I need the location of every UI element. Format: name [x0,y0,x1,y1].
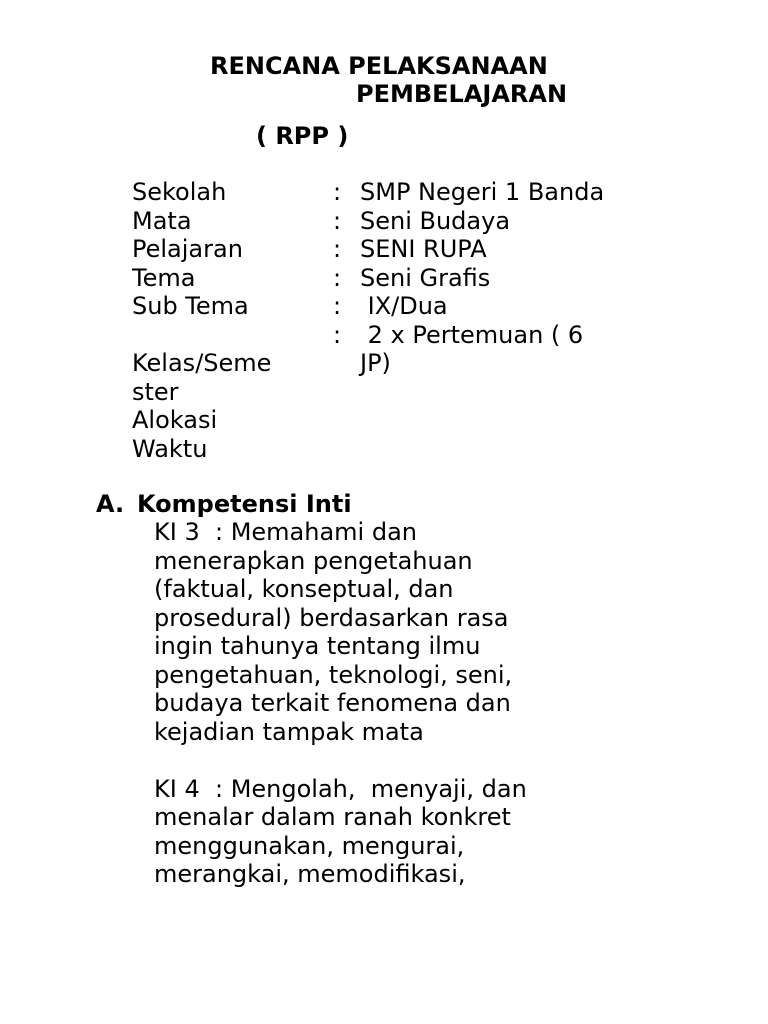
identity-value-alokasi-2: JP) [360,349,391,377]
identity-label-alokasi: Alokasi [132,406,218,434]
identity-colon: : [333,178,342,206]
section-title: Kompetensi Inti [137,490,352,518]
section-letter: A. [96,490,125,518]
identity-value-subject: SENI RUPA [360,235,487,263]
document-title-line-1: RENCANA PELAKSANAAN [210,52,548,80]
identity-label-sub-tema: Sub Tema [132,292,249,320]
identity-label-waktu: Waktu [132,434,208,463]
identity-colon: : [333,263,342,292]
ki4-line: merangkai, memodifikasi, [154,860,466,888]
identity-colon: : [333,206,342,235]
identity-label-kelas-1: Kelas/Seme [132,349,272,377]
identity-label-pelajaran: Pelajaran [132,235,243,263]
identity-value-alokasi-1: 2 x Pertemuan ( 6 [360,320,584,349]
ki3-line: KI 3 : Memahami dan [154,518,417,546]
ki3-line: (faktual, konseptual, dan [154,575,454,603]
identity-value-tema: Seni Grafis [360,263,491,292]
identity-label-mata: Mata [132,206,192,235]
ki4-line: menggunakan, mengurai, [154,831,465,860]
identity-label-kelas-2: ster [132,377,179,406]
identity-colon: : [333,292,342,320]
ki3-line: ingin tahunya tentang ilmu [154,632,481,660]
identity-colon: : [333,320,342,349]
document-title-line-2: PEMBELAJARAN [356,80,568,108]
identity-value-sekolah: SMP Negeri 1 Banda [360,178,605,206]
identity-label-tema: Tema [132,263,196,292]
ki3-line: budaya terkait fenomena dan [154,689,511,717]
ki4-line: KI 4 : Mengolah, menyaji, dan [154,774,527,803]
identity-value-mata-pelajaran: Seni Budaya [360,206,511,235]
ki4-line: menalar dalam ranah konkret [154,803,511,831]
identity-label-sekolah: Sekolah [132,178,227,206]
ki3-line: prosedural) berdasarkan rasa [154,603,509,632]
ki3-line: kejadian tampak mata [154,717,424,746]
ki3-line: menerapkan pengetahuan [154,546,473,575]
document-title-abbreviation: ( RPP ) [256,122,349,150]
identity-colon: : [333,235,342,263]
identity-value-kelas: IX/Dua [360,292,448,320]
ki3-line: pengetahuan, teknologi, seni, [154,660,513,689]
